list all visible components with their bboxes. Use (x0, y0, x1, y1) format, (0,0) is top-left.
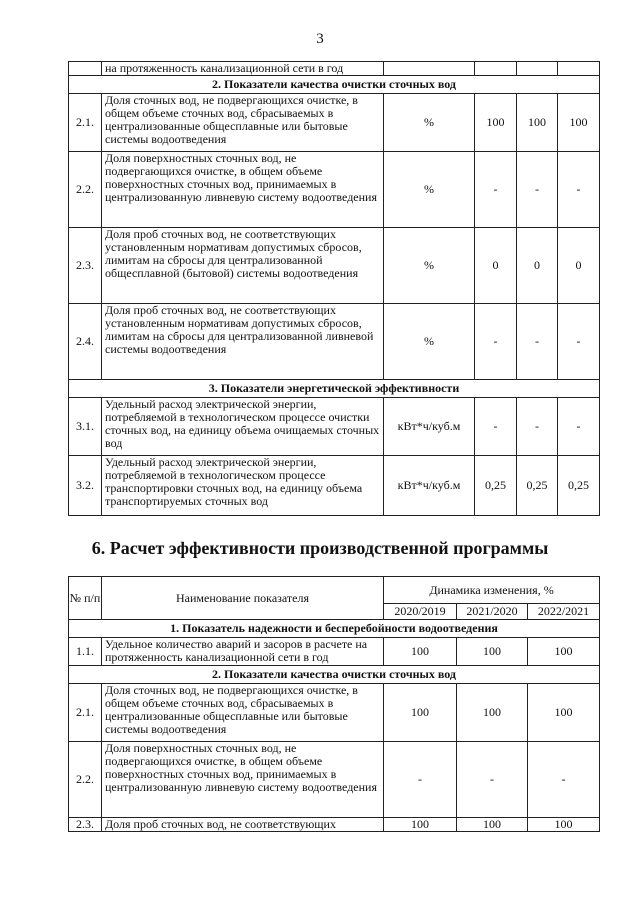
value-cell: 100 (457, 638, 528, 666)
section-row (69, 76, 600, 94)
table-row (69, 684, 600, 742)
section-row (69, 666, 600, 684)
unit: кВт*ч/куб.м (384, 456, 475, 516)
row-number: 2.2. (69, 152, 102, 228)
header-number: № п/п (69, 577, 102, 620)
indicator-name: Доля сточных вод, не подвергающихся очистке, в общем объеме сточных вод, сбрасываемых в централизованные общесплавные или бытовые системы водоотведения (102, 94, 384, 152)
indicator-name: Доля сточных вод, не подвергающихся очистке, в общем объеме сточных вод, сбрасываемых в централизованные общесплавные или бытовые системы водоотведения (102, 684, 384, 742)
table-row (69, 152, 600, 228)
table-row (69, 638, 600, 666)
value-cell: 100 (457, 684, 528, 742)
section-title: 2. Показатели качества очистки сточных вод (69, 666, 600, 684)
value-cell: - (558, 152, 600, 228)
table-row (69, 228, 600, 304)
value-cell: 100 (475, 94, 517, 152)
value-cell: - (517, 152, 558, 228)
row-number: 3.2. (69, 456, 102, 516)
header-year: 2020/2019 (384, 604, 457, 620)
row-number: 3.1. (69, 398, 102, 456)
indicator-name: Доля проб сточных вод, не соответствующих установленным нормативам допустимых сбросов, лимитам на сбросы для централизованной общесплавной (бытовой) системы водоотведения (102, 228, 384, 304)
value-cell: 0,25 (475, 456, 517, 516)
indicator-name: Удельное количество аварий и засоров в расчете на протяженность канализационной сети в год (102, 638, 384, 666)
unit: % (384, 304, 475, 380)
unit: % (384, 228, 475, 304)
indicator-name: Доля поверхностных сточных вод, не подвергающихся очистке, в общем объеме поверхностных сточных вод, принимаемых в централизованную ливневую систему водоотведения (102, 152, 384, 228)
table-row (69, 456, 600, 516)
value-cell: - (457, 742, 528, 818)
row-number: 2.3. (69, 818, 102, 832)
value-cell: - (517, 398, 558, 456)
value-cell: - (384, 742, 457, 818)
row-number: 2.2. (69, 742, 102, 818)
table-row (69, 94, 600, 152)
value-cell: 100 (528, 638, 600, 666)
header-name: Наименование показателя (102, 577, 384, 620)
table-row (69, 398, 600, 456)
value-cell: - (558, 398, 600, 456)
value-cell: - (475, 398, 517, 456)
value-cell: - (475, 152, 517, 228)
indicator-name: Доля проб сточных вод, не соответствующих установленным нормативам допустимых сбросов, лимитам на сбросы для централизованной ливневой системы водоотведения (102, 304, 384, 380)
row-number: 2.4. (69, 304, 102, 380)
table-row (69, 818, 600, 832)
value-cell: 0 (517, 228, 558, 304)
unit: % (384, 94, 475, 152)
value-cell: 100 (384, 684, 457, 742)
indicator-name: на протяженность канализационной сети в год (102, 62, 384, 76)
indicator-name: Доля проб сточных вод, не соответствующих (102, 818, 384, 832)
value-cell: 0 (475, 228, 517, 304)
section-title: 2. Показатели качества очистки сточных вод (69, 76, 600, 94)
indicators-table (68, 61, 600, 516)
page-number: 3 (316, 31, 324, 47)
efficiency-table (68, 576, 600, 832)
value-cell: 100 (558, 94, 600, 152)
value-cell: 0 (558, 228, 600, 304)
value-cell: 100 (384, 638, 457, 666)
value-cell: 100 (384, 818, 457, 832)
value-cell: 0,25 (558, 456, 600, 516)
indicator-name: Удельный расход электрической энергии, потребляемой в технологическом процессе очистки сточных вод, на единицу объема очищаемых сточных вод (102, 398, 384, 456)
table-row (69, 304, 600, 380)
header-year: 2021/2020 (457, 604, 528, 620)
indicator-name: Удельный расход электрической энергии, потребляемой в технологическом процессе транспортировки сточных вод, на единицу объема транспортируемых сточных вод (102, 456, 384, 516)
value-cell: - (517, 304, 558, 380)
value-cell: 100 (528, 684, 600, 742)
value-cell: 100 (528, 818, 600, 832)
header-dynamics: Динамика изменения, % (384, 577, 600, 604)
unit: % (384, 152, 475, 228)
value-cell: - (528, 742, 600, 818)
value-cell: - (558, 304, 600, 380)
section-title: 1. Показатель надежности и бесперебойности водоотведения (69, 620, 600, 638)
row-number: 2.3. (69, 228, 102, 304)
section-title: 3. Показатели энергетической эффективности (69, 380, 600, 398)
section-row (69, 380, 600, 398)
header-year: 2022/2021 (528, 604, 600, 620)
row-number: 2.1. (69, 94, 102, 152)
row-number: 2.1. (69, 684, 102, 742)
indicator-name: Доля поверхностных сточных вод, не подвергающихся очистке, в общем объеме поверхностных сточных вод, принимаемых в централизованную ливневую систему водоотведения (102, 742, 384, 818)
value-cell: 100 (517, 94, 558, 152)
header-row (69, 577, 600, 604)
row-number: 1.1. (69, 638, 102, 666)
value-cell: - (475, 304, 517, 380)
value-cell: 100 (457, 818, 528, 832)
section-heading: 6. Расчет эффективности производственной программы (91, 538, 549, 558)
value-cell: 0,25 (517, 456, 558, 516)
table-row (69, 742, 600, 818)
table-row (69, 62, 600, 76)
section-row (69, 620, 600, 638)
unit: кВт*ч/куб.м (384, 398, 475, 456)
